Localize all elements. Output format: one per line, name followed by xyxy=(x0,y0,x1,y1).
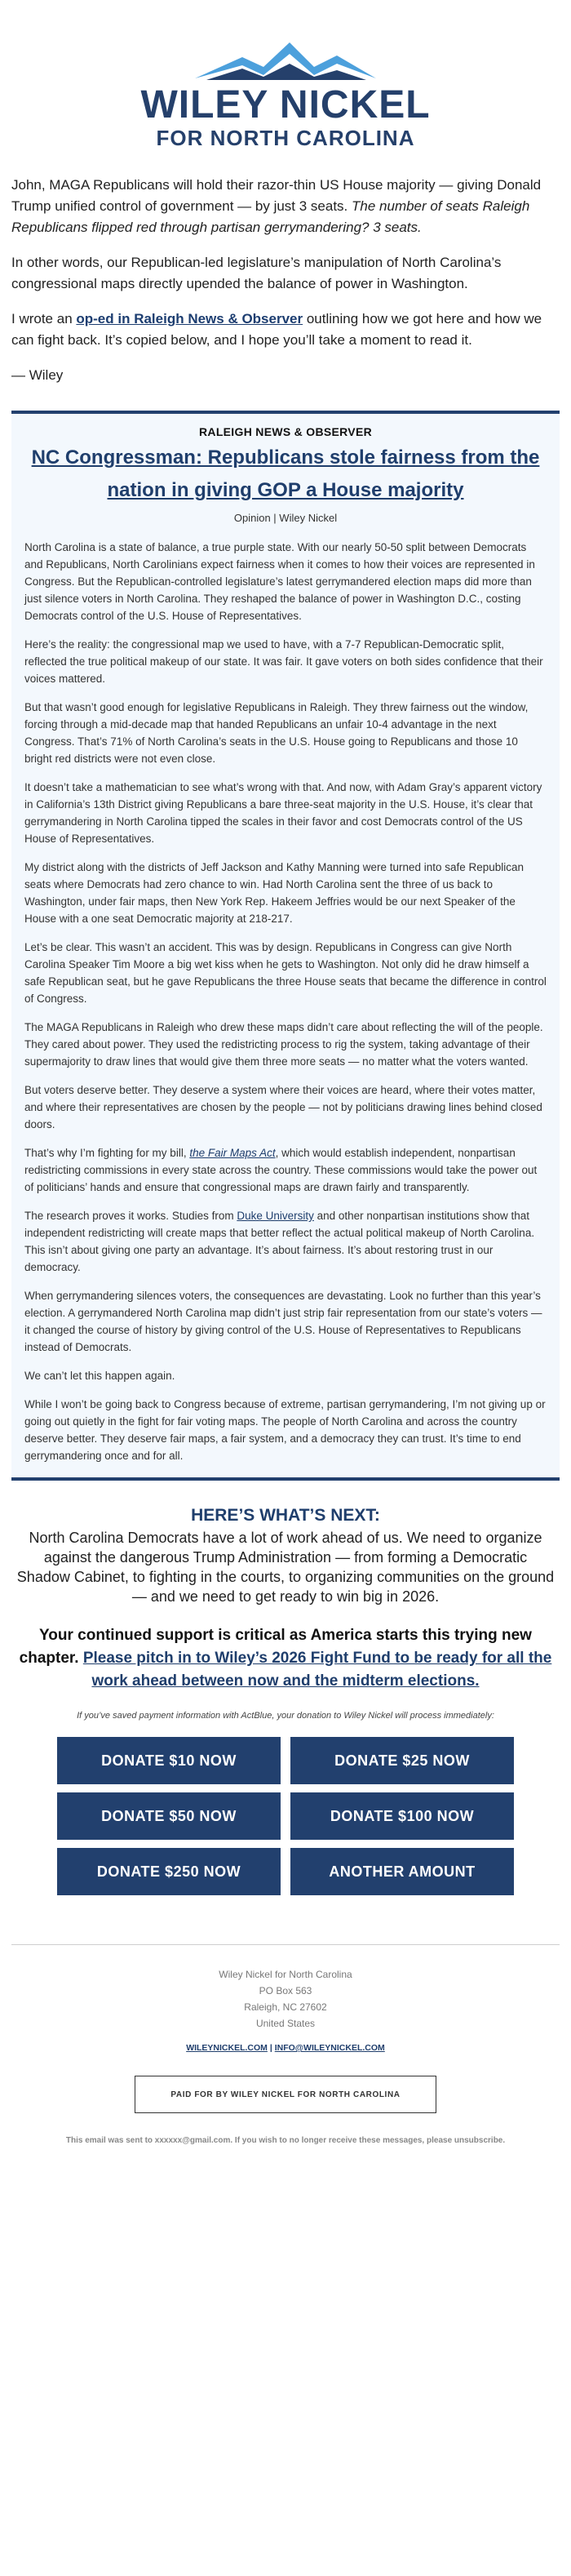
fair-after: , which would establish independent, nonpartisan redistricting commissions in every state across the country. These commissions would take the power out of politicians’ hands and ensure that congressional maps are drawn fairly and transparently. xyxy=(24,1147,538,1193)
email-link[interactable]: INFO@WILEYNICKEL.COM xyxy=(274,2043,385,2053)
unsubscribe-notice: This email was sent to xxxxxx@gmail.com. If you wish to no longer receive these messages, please unsubscribe. xyxy=(65,2136,506,2145)
article-paragraph: While I won’t be going back to Congress because of extreme, partisan gerrymandering, I’m not giving up or going out quietly in the fight for fair voting maps. The people of North Carolina and across the country deserve better. They deserve fair maps, a fair system, and a democracy they can trust. It’s time to end gerrymandering once and for all. xyxy=(24,1398,546,1462)
signoff: — Wiley xyxy=(11,367,64,383)
intro-p1-text: John, MAGA Republicans will hold their razor-thin US House majority — giving Donald Trump unified control of government — by just 3 seats. xyxy=(11,177,542,214)
fair-maps-paragraph xyxy=(24,1144,547,1196)
donate-button-grid xyxy=(57,1737,514,1895)
fight-fund-cta xyxy=(16,1624,555,1693)
actblue-note: If you’ve saved payment information with ActBlue, your donation to Wiley Nickel will process immediately: xyxy=(77,1711,494,1721)
po-box: PO Box 563 xyxy=(259,1985,312,1996)
article-paragraph: But that wasn’t good enough for legislative Republicans in Raleigh. They threw fairness out the window, forcing through a mid-decade map that handed Republicans an unfair 10-4 advantage in the next Congress. That’s 71% of North Carolina’s seats in the U.S. House going to Republicans and those 10 bright red districts were not even close. xyxy=(24,701,529,765)
duke-university-link[interactable]: Duke University xyxy=(237,1210,314,1222)
article-paragraph: Let’s be clear. This wasn’t an accident. This was by design. Republicans in Congress can give North Carolina Speaker Tim Moore a big wet kiss when he gets to Washington. Not only did he draw himself a safe Republican seat, but he gave Republicans the three House seats that became the difference in control of Congress. xyxy=(24,941,547,1005)
mountain-swoosh-icon xyxy=(192,36,379,82)
paid-for-box: PAID FOR BY WILEY NICKEL FOR NORTH CAROLINA xyxy=(135,2076,436,2113)
city-state-zip: Raleigh, NC 27602 xyxy=(244,2001,327,2013)
link-separator: | xyxy=(267,2043,275,2053)
footer-links xyxy=(11,2043,560,2053)
article-byline: Opinion | Wiley Nickel xyxy=(233,512,338,524)
whats-next-section xyxy=(0,1481,571,1721)
research-paragraph xyxy=(24,1207,547,1276)
logo-subtitle: FOR NORTH CAROLINA xyxy=(156,126,415,150)
article-paragraph: When gerrymandering silences voters, the consequences are devastating. Look no further than this year’s election. A gerrymandered North Carolina map didn’t just strip fair representation from our state’s voters — it changed the course of history by giving control of the U.S. House of Representatives to Republicans instead of Democrats. xyxy=(24,1290,542,1353)
publication-name: RALEIGH NEWS & OBSERVER xyxy=(199,425,372,438)
article-paragraph: North Carolina is a state of balance, a true purple state. With our nearly 50-50 split between Democrats and Republicans, North Carolinians expect fairness when it comes to how their voices are represented in Congress. But the Republican-controlled legislature’s latest gerrymandered election maps did more than just silence voters in North Carolina. They reshaped the balance of power in Washington D.C., costing Democrats control of the U.S. House of Representatives. xyxy=(24,541,535,622)
op-ed-link[interactable]: op-ed in Raleigh News & Observer xyxy=(76,311,303,326)
intro-paragraph-1 xyxy=(11,175,560,238)
intro-p1-emphasis: The number of seats Raleigh Republicans flipped red through partisan gerrymandering? 3 seats. xyxy=(11,198,530,235)
website-link[interactable]: WILEYNICKEL.COM xyxy=(186,2043,268,2053)
fair-before: That’s why I’m fighting for my bill, xyxy=(24,1147,190,1159)
intro-p3-before: I wrote an xyxy=(11,311,77,326)
article-headline-link[interactable]: NC Congressman: Republicans stole fairness from the nation in giving GOP a House majority xyxy=(31,446,540,501)
mailing-address xyxy=(11,1966,560,2032)
research-before: The research proves it works. Studies from xyxy=(24,1210,237,1222)
article-paragraph: My district along with the districts of Jeff Jackson and Kathy Manning were turned into safe Republican seats where Democrats had zero chance to win. Had North Carolina sent the three of us back to Washington, under fair maps, then New York Rep. Hakeem Jeffries would be our next Speaker of the House with a one seat Democratic majority at 218-217. xyxy=(24,861,525,925)
org-name: Wiley Nickel for North Carolina xyxy=(219,1969,352,1980)
article-paragraph: But voters deserve better. They deserve a system where their voices are heard, where their votes matter, and where their representatives are chosen by the people — not by politicians drawing lines behind closed doors. xyxy=(24,1084,542,1130)
fair-maps-act-link[interactable]: the Fair Maps Act xyxy=(189,1147,276,1159)
footer xyxy=(11,1944,560,2145)
country: United States xyxy=(255,2018,316,2029)
another-amount-button[interactable]: ANOTHER AMOUNT xyxy=(290,1848,514,1895)
article-paragraph: The MAGA Republicans in Raleigh who drew these maps didn’t care about reflecting the will of the people. They cared about power. They used the redistricting process to rig the system, taking advantage of their supermajority to draw lines that would give them three more seats — no matter what the voters wanted. xyxy=(24,1021,543,1068)
article-paragraph: It doesn’t take a mathematician to see what’s wrong with that. And now, with Adam Gray’s apparent victory in California’s 13th District giving Republicans a bare three-seat majority in the U.S. House, it’s clear that gerrymandering in North Carolina tipped the scales in their favor and cost Democrats control of the US House of Representatives. xyxy=(24,781,542,845)
whats-next-body: North Carolina Democrats have a lot of work ahead of us. We need to organize against the dangerous Trump Administration — from forming a Democratic Shadow Cabinet, to fighting in the courts, to organizing communities on the ground — and we need to get ready to win big in 2026. xyxy=(16,1530,555,1605)
donate-25-button[interactable]: DONATE $25 NOW xyxy=(290,1737,514,1784)
cta-text: Your continued support is critical as America starts this trying new chapter. xyxy=(19,1627,532,1667)
intro-paragraph-2: In other words, our Republican-led legislature’s manipulation of North Carolina’s congressional maps directly upended the balance of power in Washington. xyxy=(11,255,502,291)
intro-p3-after: outlining how we got here and how we can fight back. It’s copied below, and I hope you’ll take a moment to read it. xyxy=(11,311,542,348)
article-paragraph: We can’t let this happen again. xyxy=(24,1370,175,1382)
donate-50-button[interactable]: DONATE $50 NOW xyxy=(57,1792,281,1840)
research-after: and other nonpartisan institutions show that independent redistricting will create maps that better reflect the actual political makeup of North Carolina. This isn’t about giving one party an advantage. It’s about fairness. It’s about restoring trust in our democracy. xyxy=(24,1210,535,1273)
fight-fund-link[interactable]: Please pitch in to Wiley’s 2026 Fight Fund to be ready for all the work ahead between now and the midterm elections. xyxy=(82,1650,552,1690)
donate-10-button[interactable]: DONATE $10 NOW xyxy=(57,1737,281,1784)
logo-name: WILEY NICKEL xyxy=(140,83,431,127)
donate-250-button[interactable]: DONATE $250 NOW xyxy=(57,1848,281,1895)
logo xyxy=(0,0,571,163)
intro-paragraph-3 xyxy=(11,309,560,351)
op-ed-article xyxy=(11,411,560,1481)
article-paragraph: Here’s the reality: the congressional map we used to have, with a 7-7 Republican-Democratic split, reflected the true political makeup of our state. It was fair. It gave voters on both sides confidence that their voices mattered. xyxy=(24,638,543,685)
intro-section xyxy=(0,163,571,386)
whats-next-heading: HERE’S WHAT’S NEXT: xyxy=(191,1506,380,1525)
donate-100-button[interactable]: DONATE $100 NOW xyxy=(290,1792,514,1840)
